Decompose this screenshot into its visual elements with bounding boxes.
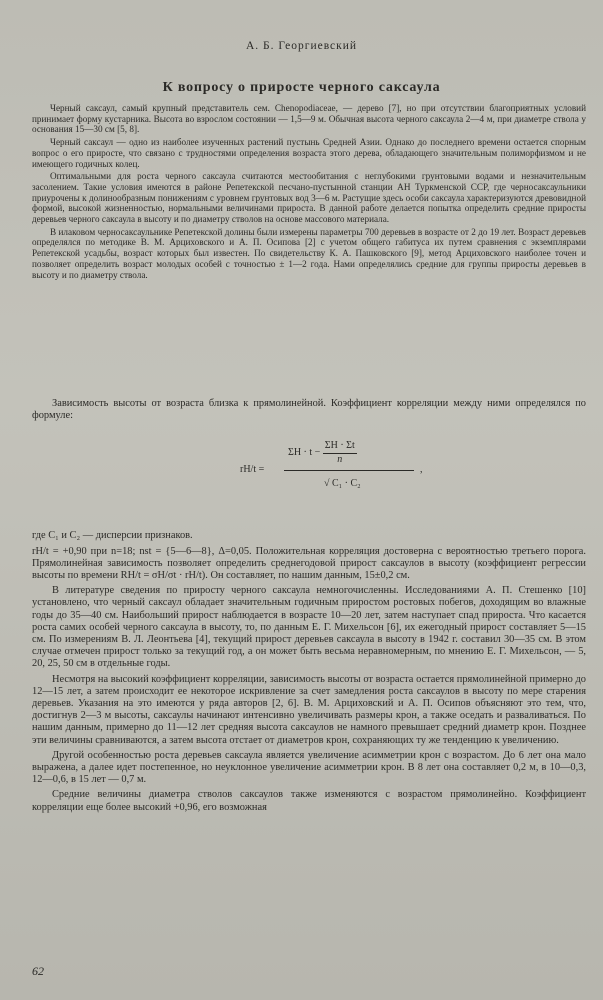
page-number: 62 xyxy=(32,964,44,978)
formula-lhs: rH/t = xyxy=(240,464,265,476)
fraction-bar xyxy=(284,470,414,471)
formula-numerator-left: ΣH · t − xyxy=(288,447,321,459)
intro-text xyxy=(32,103,586,282)
paragraph: Оптимальными для роста черного саксаула считаются местообитания с неглубокими грунтовыми водами и незначительным засолением. Такие условия имеются в районе Репетекской песчано-пустынной станции АН Туркменской ССР, где черносаксаульники приурочены к долинообразным понижениям с уровнем грунтовых вод 3—6 м. Растущие здесь особи саксаула характеризуются древовидной формой, высокой жизненностью, нормальными величинами прироста. В данной работе делается попытка определить средние приросты деревьев черного саксаула в высоту и по диаметру стволов на основе массового материала. xyxy=(32,171,586,225)
formula-denominator: √ C₁ · C₂ xyxy=(324,478,361,490)
paragraph: rH/t = +0,90 при n=18; nst = {5—6—8}, Δ=0,05. Положительная корреляция достоверна с вероятностью третьего порога. Прямолинейная зависимость позволяет определить среднегодовой прирост саксаулов в высоту (коэффициент регрессии высоты по времени RH/t = σH/σt · rH/t). Он составляет, по нашим данным, 15±0,2 см. xyxy=(32,545,586,582)
formula-inner-fraction xyxy=(323,440,357,465)
paragraph: Средние величины диаметра стволов саксаулов также изменяются с возрастом прямолинейно. Коэффициент корреляции еще более высокий +0,96, его возможная xyxy=(32,789,586,813)
paragraph: где C₁ и C₂ — дисперсии признаков. xyxy=(32,530,193,542)
author-name: А. Б. Георгиевский xyxy=(245,40,358,52)
correlation-formula xyxy=(32,426,586,526)
paragraph: В литературе сведения по приросту черного саксаула немногочисленны. Исследованиями А. П. Стешенко [10] установлено, что черный саксаул обладает значительным годичным приростом ростовых побегов, доходящим во влажные годы до 35—40 см. Наибольший прирост наблюдается в возрасте 10—20 лет, затем наступает спад прироста. Что касается роста самих особей черного саксаула в высоту, то, по данным Е. Г. Михельсон [6], их ежегодный прирост составляет 5—15 см. По измерениям В. Л. Леонтьева [4], текущий прирост деревьев саксаула в высоту в 1942 г. составил 30—35 см. В этом случае отмечен прирост только за текущий год, а он может быть весьма неравномерным, по мнению Е. Г. Михельсон, — 5, 20, 25, 50 см в отдельные годы. xyxy=(32,585,586,670)
formula-comma: , xyxy=(420,464,423,476)
paragraph: Другой особенностью роста деревьев саксаула является увеличение асимметрии крон с возрастом. До 6 лет она мало выражена, а далее идет постепенное, но неуклонное увеличение асимметрии крон. В 8 лет она составляет 0,2 м, в 10—0,3, 12—0,6, в 15 лет — 0,7 м. xyxy=(32,749,586,786)
paragraph: Несмотря на высокий коэффициент корреляции, зависимость высоты от возраста остается прямолинейной примерно до 12—15 лет, а затем происходит ее некоторое искривление за счет замедления роста саксаулов в высоту по мере старения деревьев. Указания на это имеются у ряда авторов [2, 6]. В. М. Арциховский и А. П. Осипов объясняют это тем, что, достигнув 2—3 м высоты, саксаулы начинают интенсивно увеличивать размеры крон, а также оседать и разваливаться. По нашим данным, примерно до 11—12 лет средняя высота саксаулов не намного превышает средний диаметр крон. Позднее эти величины сравниваются, а затем высота отстает от диаметров крон, сохраняющих ту же тенденцию к увеличению. xyxy=(32,673,586,746)
main-text xyxy=(32,398,586,817)
formula-inner-den: n xyxy=(337,453,343,465)
formula-inner-num: ΣH · Σt xyxy=(323,440,357,453)
paragraph: Черный саксаул — одно из наиболее изученных растений пустынь Средней Азии. Однако до последнего времени остается спорным вопрос о его приросте, что связано с трудностями определения возраста этого дерева, обладающего значительным полиморфизмом и не имеющего годичных колец. xyxy=(32,137,586,169)
paragraph: Зависимость высоты от возраста близка к прямолинейной. Коэффициент корреляции между ними определялся по формуле: xyxy=(32,398,586,422)
paragraph: Черный саксаул, самый крупный представитель сем. Chenopodiaceae, — дерево [7], но при отсутствии благоприятных условий принимает форму кустарника. Высота во взрослом состоянии — 1,5—9 м. Обычная высота черного саксаула 2—4 м, при диаметре ствола у основания 15—30 см [5, 8]. xyxy=(32,103,586,135)
paragraph: В илаковом черносаксаульнике Репетекской долины были измерены параметры 700 деревьев в возрасте от 2 до 19 лет. Возраст деревьев определялся по методике В. М. Арциховского и А. П. Осипова [2] с учетом общего габитуса их путем сравнения с экземплярами Репетекской усадьбы, возраст которых был известен. По свидетельству К. А. Пашковского [9], метод Арциховского наиболее точен и позволяет определить возраст молодых особей с точностью ± 1—2 года. Нами определялись средние для группы приросты деревьев в высоту и по диаметру ствола. xyxy=(32,226,586,280)
formula-numerator xyxy=(288,440,357,465)
article-title: К вопросу о приросте черного саксаула xyxy=(162,80,441,95)
